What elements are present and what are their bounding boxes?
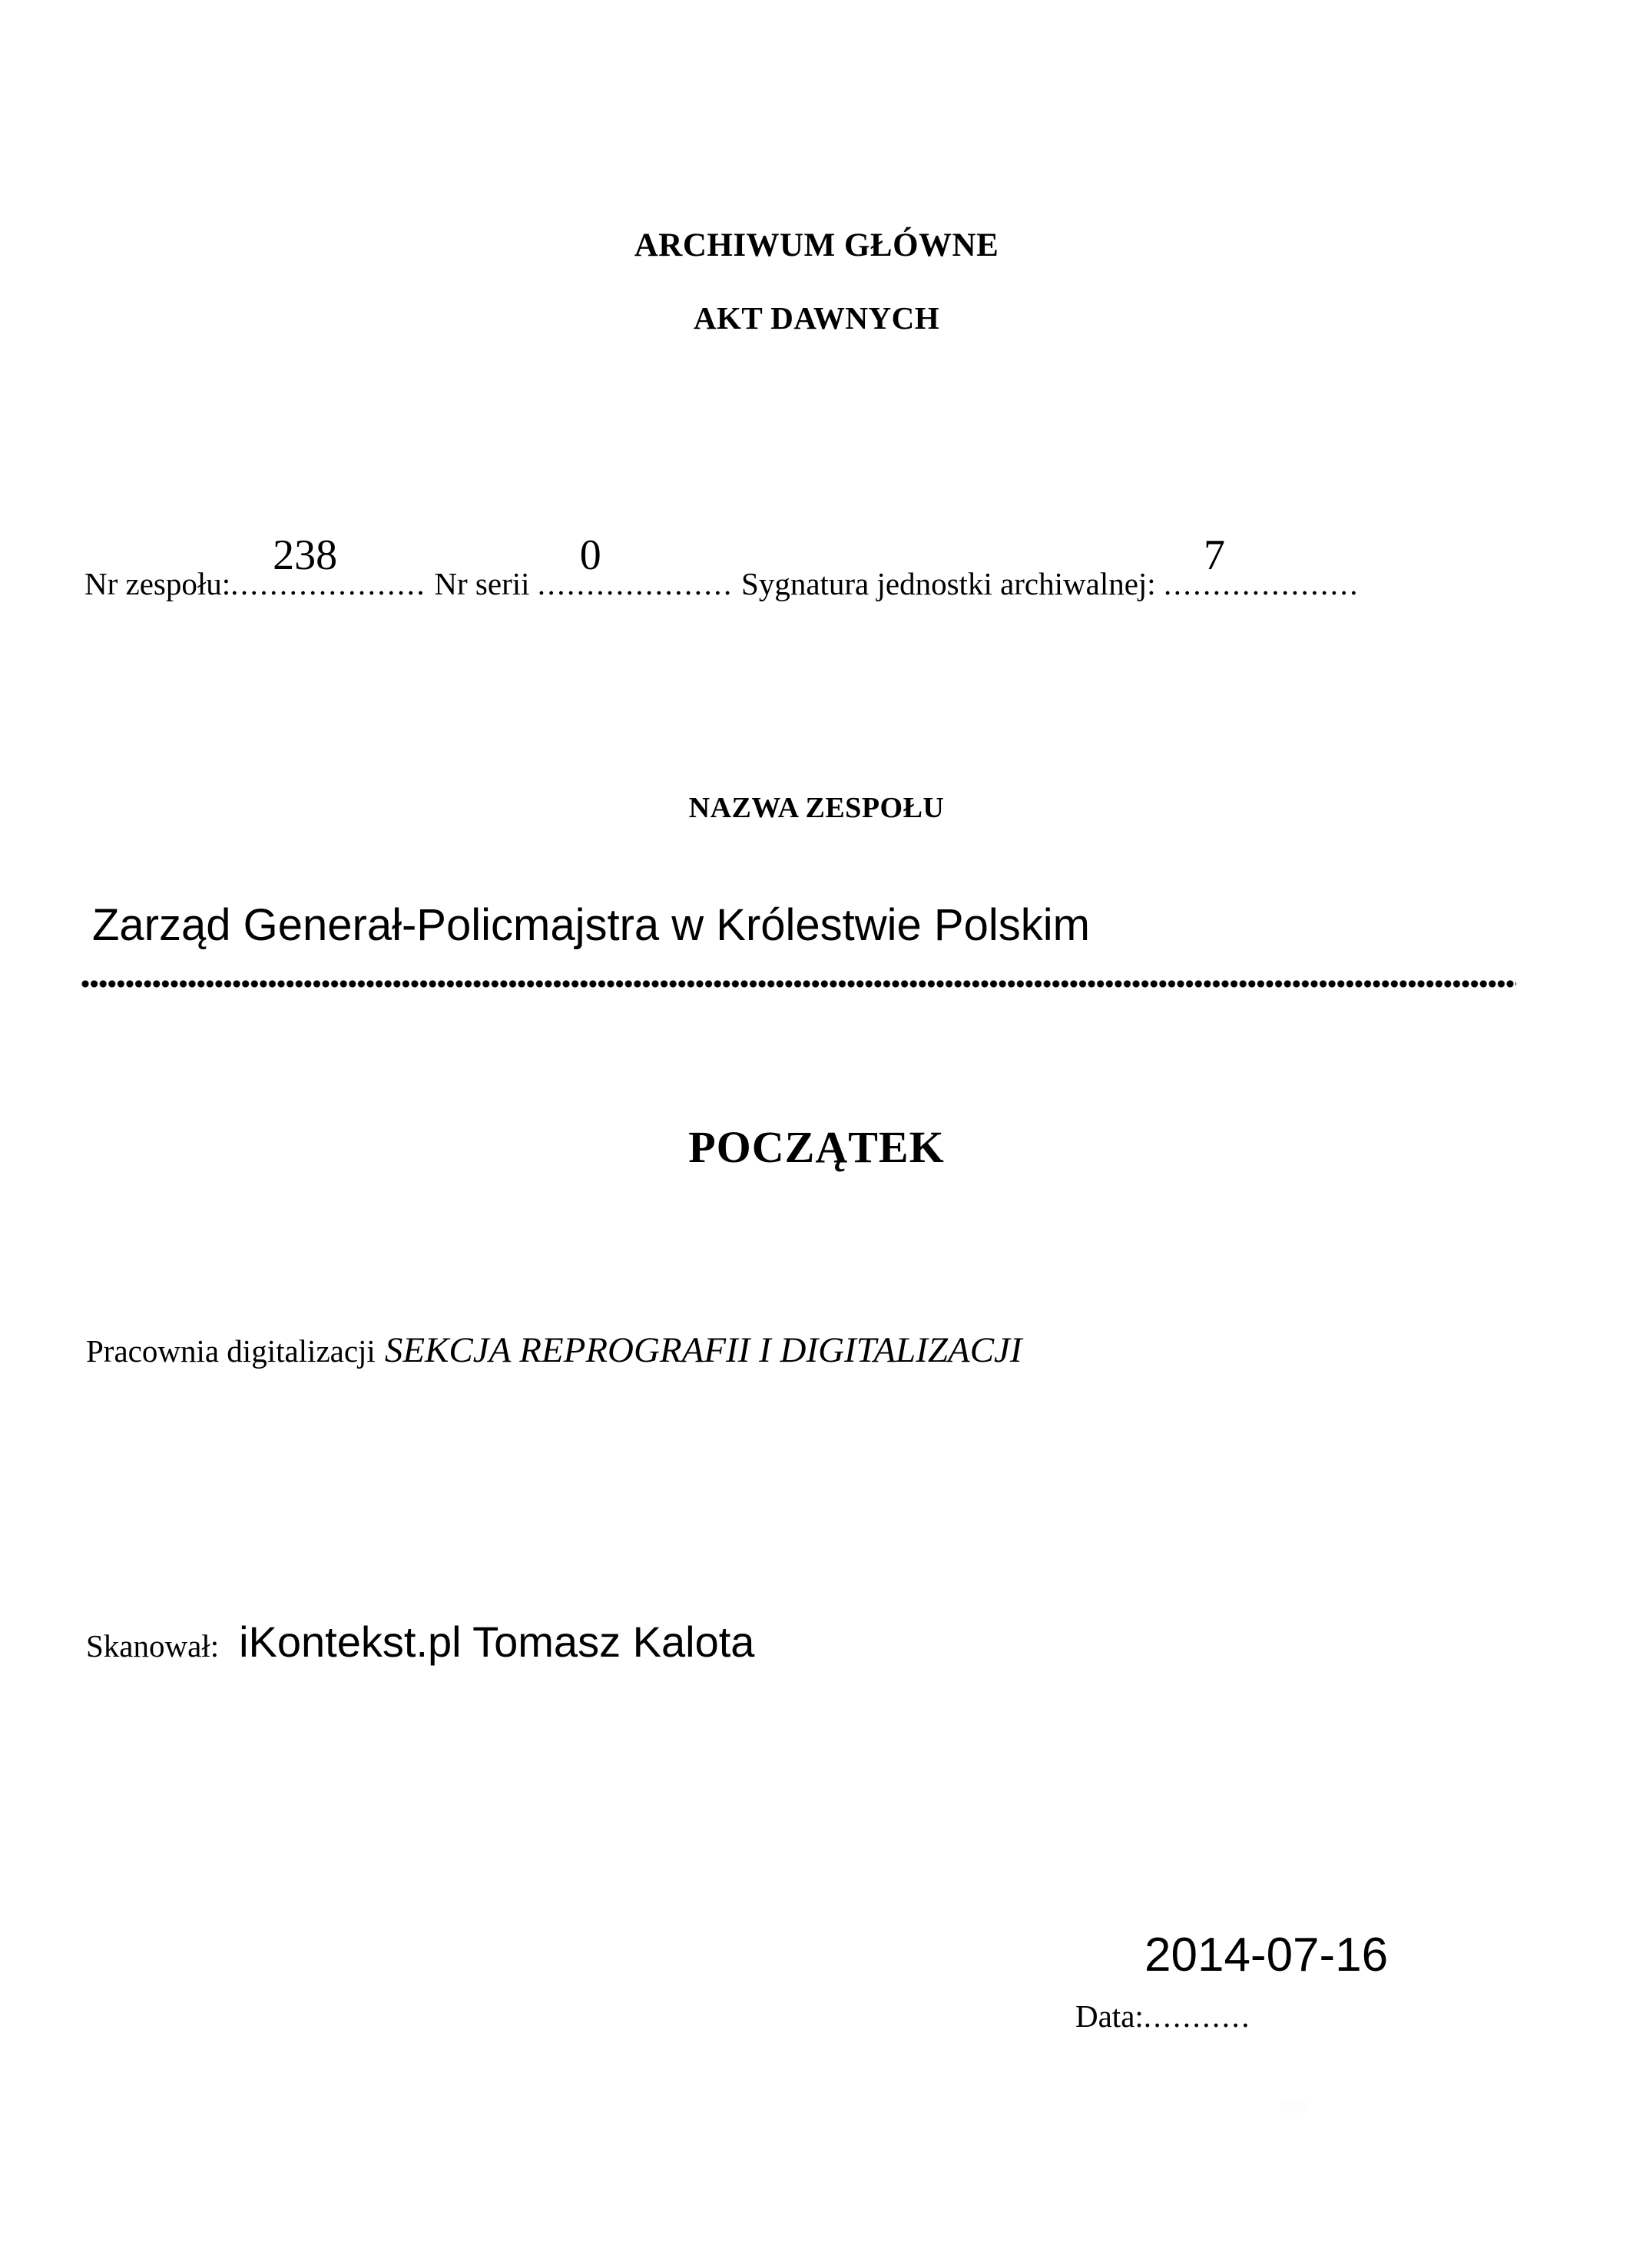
archive-header-line-1: ARCHIWUM GŁÓWNE [634, 227, 999, 263]
data-value: 2014-07-16 [1144, 1929, 1389, 1982]
pracownia-value: SEKCJA REPROGRAFII I DIGITALIZACJI [384, 1330, 1022, 1370]
section-marker-poczatek: POCZĄTEK [688, 1122, 945, 1172]
archive-header-line-2: AKT DAWNYCH [693, 300, 940, 336]
field-label-nr-serii: Nr serii [434, 566, 530, 601]
field-nr-zespolu [230, 531, 427, 601]
field-sygnatura [1163, 531, 1360, 601]
field-value-nr-serii: 0 [579, 531, 601, 579]
data-row [1075, 1998, 1252, 2034]
field-label-sygnatura: Sygnatura jednostki archiwalnej: [741, 566, 1156, 601]
nazwa-zespolu-heading: NAZWA ZESPOŁU [688, 792, 945, 824]
dotted-fill-data: ........... [1143, 1998, 1252, 2034]
pracownia-row [86, 1330, 1022, 1370]
dotted-rule-divider [81, 978, 1516, 989]
field-nr-serii [537, 531, 734, 601]
faint-scan-artifact [1281, 2102, 1307, 2113]
dotted-fill-nr-serii: .................... [537, 566, 734, 601]
pracownia-label: Pracownia digitalizacji [86, 1333, 376, 1369]
field-value-sygnatura: 7 [1203, 531, 1225, 579]
field-label-nr-zespolu: Nr zespołu: [84, 566, 231, 601]
dotted-fill-nr-zespolu: .................... [230, 566, 427, 601]
skanowal-label: Skanował: [86, 1628, 220, 1664]
skanowal-row [86, 1617, 755, 1666]
nazwa-zespolu-value: Zarząd Generał-Policmajstra w Królestwie Polskim [92, 900, 1090, 950]
field-value-nr-zespolu: 238 [273, 531, 338, 579]
archival-reference-line [84, 531, 1549, 601]
skanowal-value: iKontekst.pl Tomasz Kalota [239, 1617, 755, 1666]
data-label: Data: [1075, 1998, 1144, 2034]
dotted-fill-sygnatura: .................... [1163, 566, 1360, 601]
